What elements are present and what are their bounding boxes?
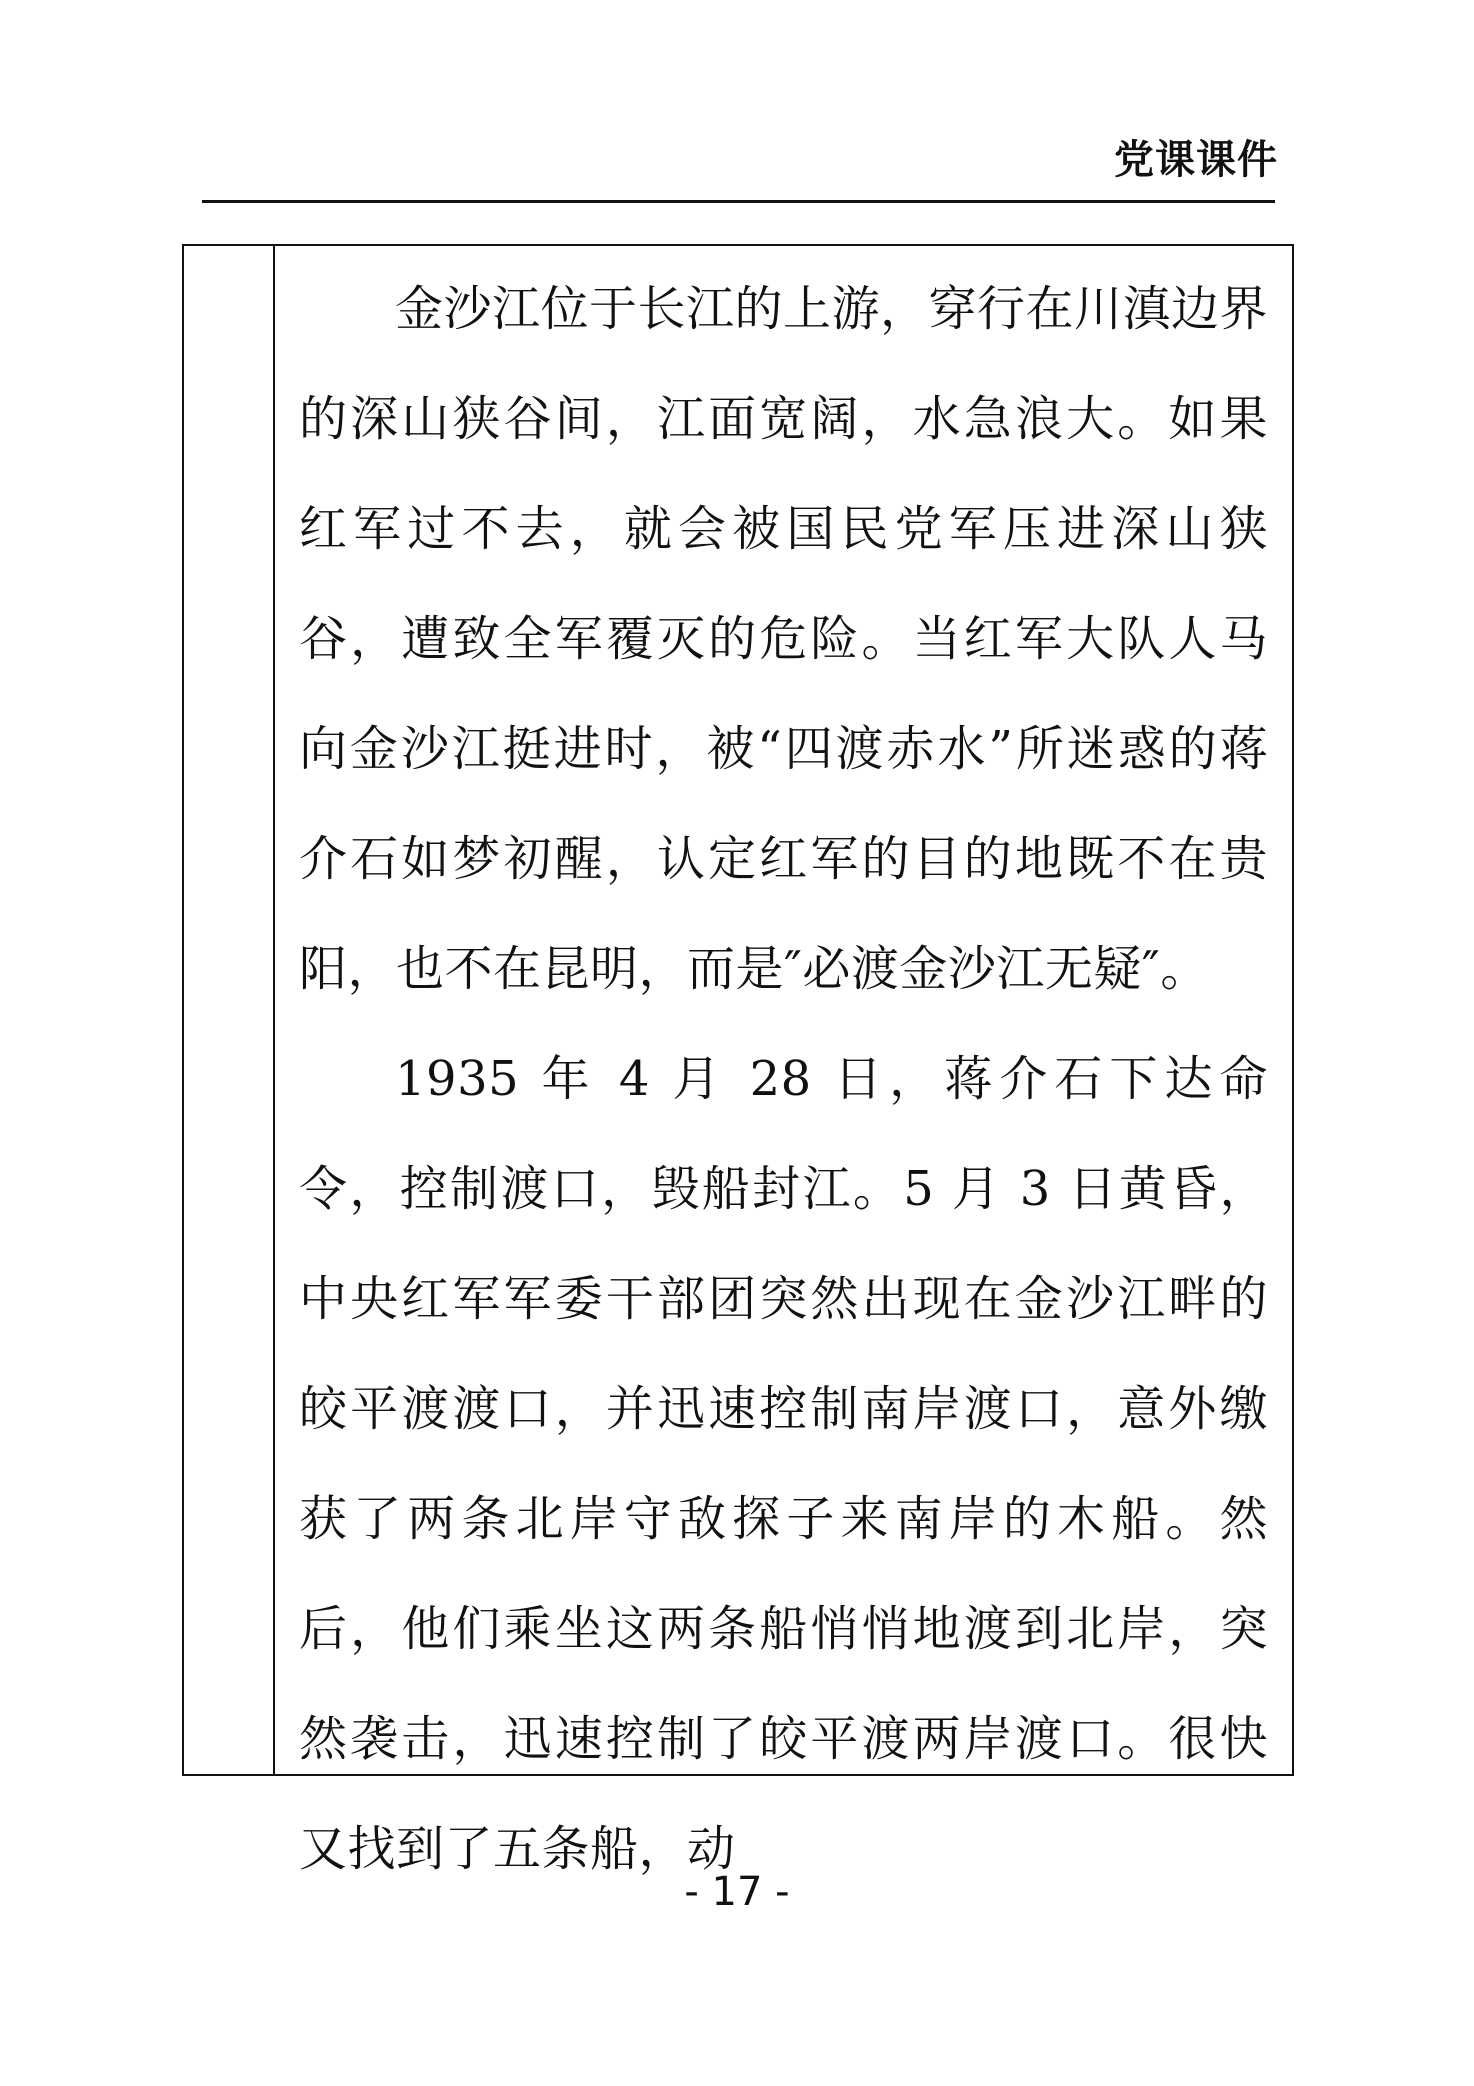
content-table: [182, 244, 1294, 1877]
table-left-cell: [184, 246, 275, 1774]
document-header-title: 党课课件: [1114, 137, 1278, 183]
paragraph-jiaopingdu-crossing: 1935 年 4 月 28 日，蒋介石下达命令，控制渡口，毁船封江。5 月 3 日黄昏，中央红军军委干部团突然出现在金沙江畔的皎平渡渡口，并迅速控制南岸渡口，意外缴获了两条北岸守敌探子来南岸的木船。然后，他们乘坐这两条船悄悄地渡到北岸，突然袭击，迅速控制了皎平渡两岸渡口。很快又找到了五条船，动: [299, 1051, 1268, 1877]
header-divider: [202, 200, 1275, 203]
table-content-cell: [275, 246, 1292, 1877]
paragraph-jinsha-river: 金沙江位于长江的上游，穿行在川滇边界的深山狭谷间，江面宽阔，水急浪大。如果红军过不去，就会被国民党军压进深山狭谷，遭致全军覆灭的危险。当红军大队人马向金沙江挺进时，被“四渡赤水”所迷惑的蒋介石如梦初醒，认定红军的目的地既不在贵阳，也不在昆明，而是″必渡金沙江无疑″。: [299, 281, 1269, 997]
page-number: - 17 -: [684, 1869, 790, 1915]
